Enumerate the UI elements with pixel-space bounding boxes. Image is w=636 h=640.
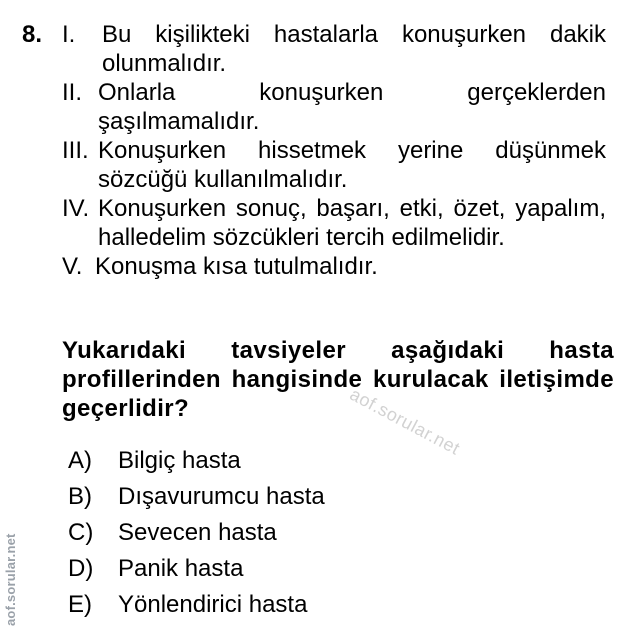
statement-numeral: IV.	[62, 195, 90, 222]
option-letter: C)	[68, 519, 94, 546]
option-b[interactable]	[68, 479, 325, 515]
option-letter: E)	[68, 591, 92, 618]
option-text: Dışavurumcu hasta	[118, 483, 325, 510]
option-letter: D)	[68, 555, 94, 582]
statement-numeral: I.	[62, 21, 76, 48]
statement-item	[62, 194, 606, 252]
statement-list	[62, 20, 606, 281]
statement-item	[62, 20, 606, 78]
statement-text: Konuşma kısa tutulmalıdır.	[95, 253, 378, 280]
statement-text: Onlarla konuşurken gerçeklerden şaşılmamalıdır.	[98, 79, 606, 135]
option-text: Yönlendirici hasta	[118, 591, 308, 618]
statement-text: Bu kişilikteki hastalarla konuşurken dakik olunmalıdır.	[102, 21, 606, 77]
statement-numeral: V.	[62, 253, 83, 280]
question-prompt: Yukarıdaki tavsiyeler aşağıdaki hasta profillerinden hangisinde kurulacak iletişimde geçerlidir?	[62, 337, 614, 422]
statement-text: Konuşurken sonuç, başarı, etki, özet, yapalım, halledelim sözcükleri tercih edilmelidir.	[98, 195, 606, 251]
option-a[interactable]	[68, 443, 325, 479]
watermark-diagonal: aof.sorular.net	[346, 384, 464, 459]
option-letter: B)	[68, 483, 92, 510]
question-number: 8.	[22, 21, 43, 48]
statement-numeral: II.	[62, 79, 83, 106]
option-e[interactable]	[68, 587, 325, 623]
option-text: Panik hasta	[118, 555, 244, 582]
option-d[interactable]	[68, 551, 325, 587]
statement-item	[62, 252, 606, 281]
statement-numeral: III.	[62, 137, 89, 164]
option-text: Sevecen hasta	[118, 519, 277, 546]
statement-item	[62, 78, 606, 136]
statement-text: Konuşurken hissetmek yerine düşünmek sözcüğü kullanılmalıdır.	[98, 137, 606, 193]
answer-options	[68, 443, 325, 623]
option-c[interactable]	[68, 515, 325, 551]
watermark-vertical: aof.sorular.net	[3, 533, 18, 626]
option-text: Bilgiç hasta	[118, 447, 241, 474]
option-letter: A)	[68, 447, 92, 474]
statement-item	[62, 136, 606, 194]
